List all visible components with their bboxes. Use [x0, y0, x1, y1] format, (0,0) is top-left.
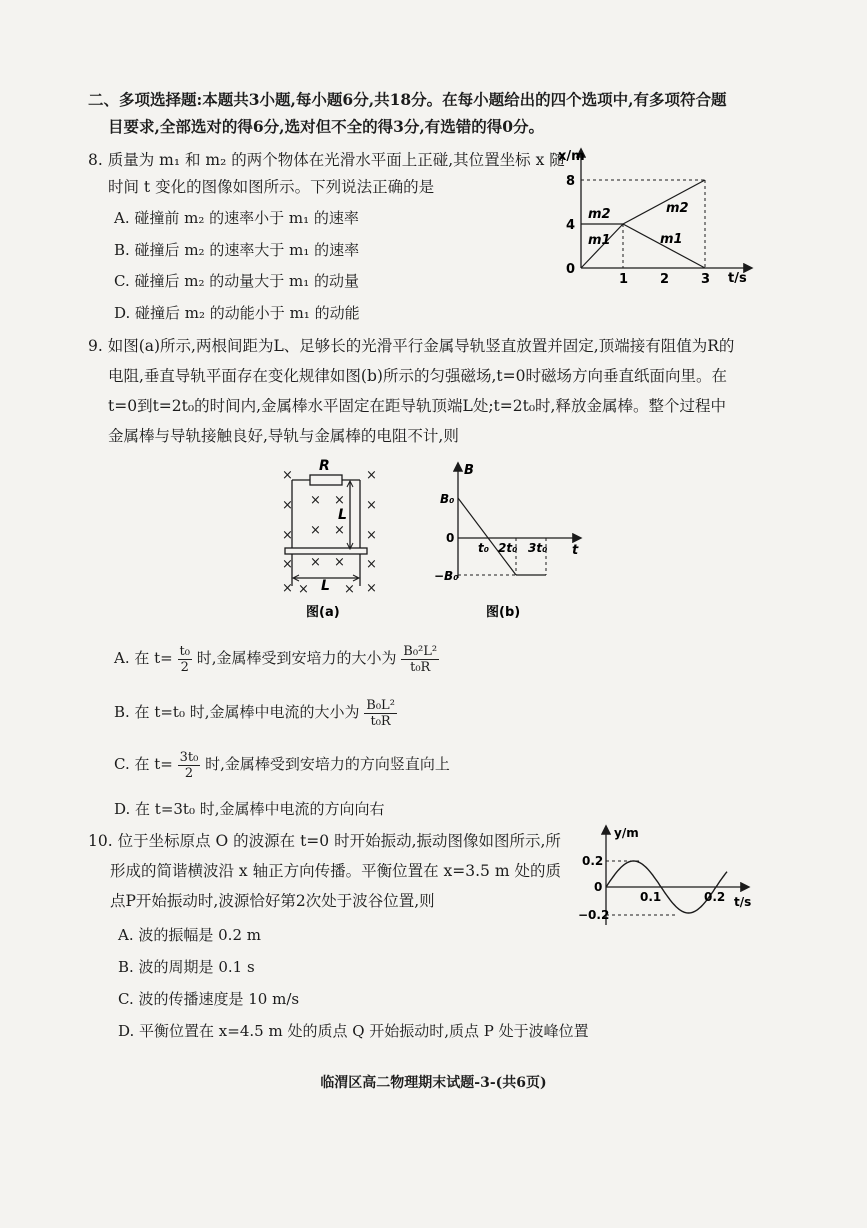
q10-ylabel: y/m [614, 826, 639, 840]
q9-figure-a [276, 456, 386, 624]
q10-option-d[interactable]: D. 平衡位置在 x=4.5 m 处的质点 Q 开始振动时,质点 P 处于波峰位置 [118, 1022, 589, 1040]
svg-text:×: × [282, 581, 293, 596]
q9-stem-line4: 金属棒与导轨接触良好,导轨与金属棒的电阻不计,则 [108, 427, 459, 445]
svg-text:×: × [366, 581, 377, 596]
q8-option-a[interactable]: A. 碰撞前 m₂ 的速率小于 m₁ 的速率 [114, 209, 359, 227]
svg-text:×: × [298, 582, 309, 597]
q10-xtick-1: 0.1 [640, 890, 662, 904]
q9-option-c[interactable] [114, 744, 450, 784]
section-title-line1: 二、多项选择题:本题共3小题,每小题6分,共18分。在每小题给出的四个选项中,有多项符合题 [88, 90, 727, 109]
q9-option-a[interactable] [114, 638, 439, 678]
q9-c-pre: C. 在 t= [114, 755, 173, 773]
q9-c-time-fraction: $\frac{\text{3t₀}}{2}$ [179, 749, 199, 781]
q8-ytick-8: 8 [566, 174, 576, 189]
svg-text:×: × [282, 498, 293, 513]
q9-label-L-bottom: L [321, 578, 330, 594]
q10-option-c[interactable]: C. 波的传播速度是 10 m/s [118, 990, 300, 1008]
svg-text:×: × [334, 555, 345, 570]
q8-stem-line1: 8. 质量为 m₁ 和 m₂ 的两个物体在光滑水平面上正碰,其位置坐标 x 随 [88, 151, 565, 169]
q10-stem-line3: 点P开始振动时,波源恰好第2次处于波谷位置,则 [110, 892, 435, 910]
q10-xtick-2: 0.2 [704, 890, 726, 904]
q9b-label-B: B [464, 463, 474, 478]
q9b-label-3t0: 3t₀ [528, 541, 548, 555]
q8-ytick-4: 4 [566, 218, 576, 233]
q9-label-L-side: L [338, 507, 347, 523]
q10-option-b[interactable]: B. 波的周期是 0.1 s [118, 958, 255, 976]
q8-ytick-0: 0 [566, 262, 576, 277]
svg-text:×: × [366, 557, 377, 572]
q10-stem-line2: 形成的简谐横波沿 x 轴正方向传播。平衡位置在 x=3.5 m 处的质 [110, 862, 561, 880]
q10-vibration-graph [576, 823, 766, 929]
q10-xlabel: t/s [734, 895, 752, 909]
q9-option-b[interactable] [114, 692, 397, 732]
q9-caption-b: 图(b) [486, 605, 521, 620]
q9b-B-line [458, 498, 516, 575]
q9-label-R: R [319, 458, 330, 474]
q8-label-m2-after: m2 [666, 201, 689, 216]
q9-b-current-fraction: $\frac{\text{B₀L²}}{\text{t₀R}}$ [366, 697, 395, 729]
q8-label-m2-before: m2 [588, 207, 611, 222]
page-footer: 临渭区高二物理期末试题-3-(共6页) [320, 1075, 547, 1091]
q9-b-pre: B. 在 t=t₀ 时,金属棒中电流的大小为 [114, 703, 360, 721]
q8-stem-line2: 时间 t 变化的图像如图所示。下列说法正确的是 [108, 178, 435, 196]
q9-a-force-fraction: $\frac{\text{B₀²L²}}{\text{t₀R}}$ [403, 643, 438, 675]
q9-a-pre: A. 在 t= [114, 649, 173, 667]
svg-text:×: × [366, 528, 377, 543]
question-8 [88, 147, 588, 329]
q9b-label-t: t [572, 543, 579, 558]
q8-xlabel: t/s [728, 271, 747, 286]
q8-option-d[interactable]: D. 碰撞后 m₂ 的动能小于 m₁ 的动能 [114, 303, 360, 322]
q9-caption-a: 图(a) [306, 605, 340, 620]
svg-text:×: × [310, 555, 321, 570]
q10-ytick-zero: 0 [594, 880, 603, 894]
section-title-line2: 目要求,全部选对的得6分,选对但不全的得3分,有选错的得0分。 [108, 117, 545, 136]
q8-xtick-3: 3 [701, 272, 711, 287]
svg-text:×: × [366, 468, 377, 483]
section-header [88, 86, 768, 140]
q10-option-a[interactable]: A. 波的振幅是 0.2 m [118, 926, 261, 944]
q8-option-b[interactable]: B. 碰撞后 m₂ 的速率大于 m₁ 的速率 [114, 240, 360, 259]
svg-text:×: × [334, 493, 345, 508]
q9-stem-line3: t=0到t=2t₀的时间内,金属棒水平固定在距导轨顶端L处;t=2t₀时,释放金属棒。整个过程中 [108, 397, 726, 415]
svg-text:×: × [310, 493, 321, 508]
q9-option-d[interactable]: D. 在 t=3t₀ 时,金属棒中电流的方向向右 [114, 800, 385, 818]
q9-a-time-fraction: $\frac{\text{t₀}}{2}$ [179, 643, 190, 675]
q9-resistor [310, 475, 342, 485]
q9-stem-line1: 9. 如图(a)所示,两根间距为L、足够长的光滑平行金属导轨竖直放置并固定,顶端接有阻值为R的 [88, 337, 735, 355]
q9-figure-b [434, 458, 594, 624]
q8-option-c[interactable]: C. 碰撞后 m₂ 的动量大于 m₁ 的动量 [114, 272, 360, 290]
q10-ytick-neg: −0.2 [578, 908, 610, 922]
q8-line-m2-after [623, 180, 705, 224]
q10-ytick-pos: 0.2 [582, 854, 604, 868]
svg-text:×: × [366, 498, 377, 513]
q9-stem-line2: 电阻,垂直导轨平面存在变化规律如图(b)所示的匀强磁场,t=0时磁场方向垂直纸面向里。在 [108, 367, 727, 385]
q9-metal-rod [285, 548, 367, 554]
svg-text:×: × [334, 523, 345, 538]
q9b-label-2t0: 2t₀ [498, 541, 518, 555]
q10-stem-line1: 10. 位于坐标原点 O 的波源在 t=0 时开始振动,振动图像如图所示,所 [88, 832, 561, 850]
question-9 [88, 333, 788, 450]
q9b-label-t0: t₀ [478, 541, 489, 555]
q8-ylabel: x/m [558, 149, 585, 164]
svg-text:×: × [310, 523, 321, 538]
q8-label-m1-after: m1 [660, 232, 683, 247]
q9b-label-negB0: −B₀ [434, 569, 459, 583]
q8-xtick-1: 1 [619, 272, 629, 287]
svg-text:×: × [282, 528, 293, 543]
q9b-label-B0: B₀ [440, 492, 455, 506]
q9b-label-zero: 0 [446, 531, 455, 545]
q8-label-m1-before: m1 [588, 233, 611, 248]
q8-xtick-2: 2 [660, 272, 670, 287]
q8-position-time-graph [556, 140, 766, 288]
svg-text:×: × [282, 557, 293, 572]
q9-c-post: 时,金属棒受到安培力的方向竖直向上 [205, 755, 450, 773]
svg-text:×: × [344, 582, 355, 597]
q9-a-mid: 时,金属棒受到安培力的大小为 [196, 649, 397, 667]
question-10 [88, 828, 588, 1047]
svg-text:×: × [282, 468, 293, 483]
